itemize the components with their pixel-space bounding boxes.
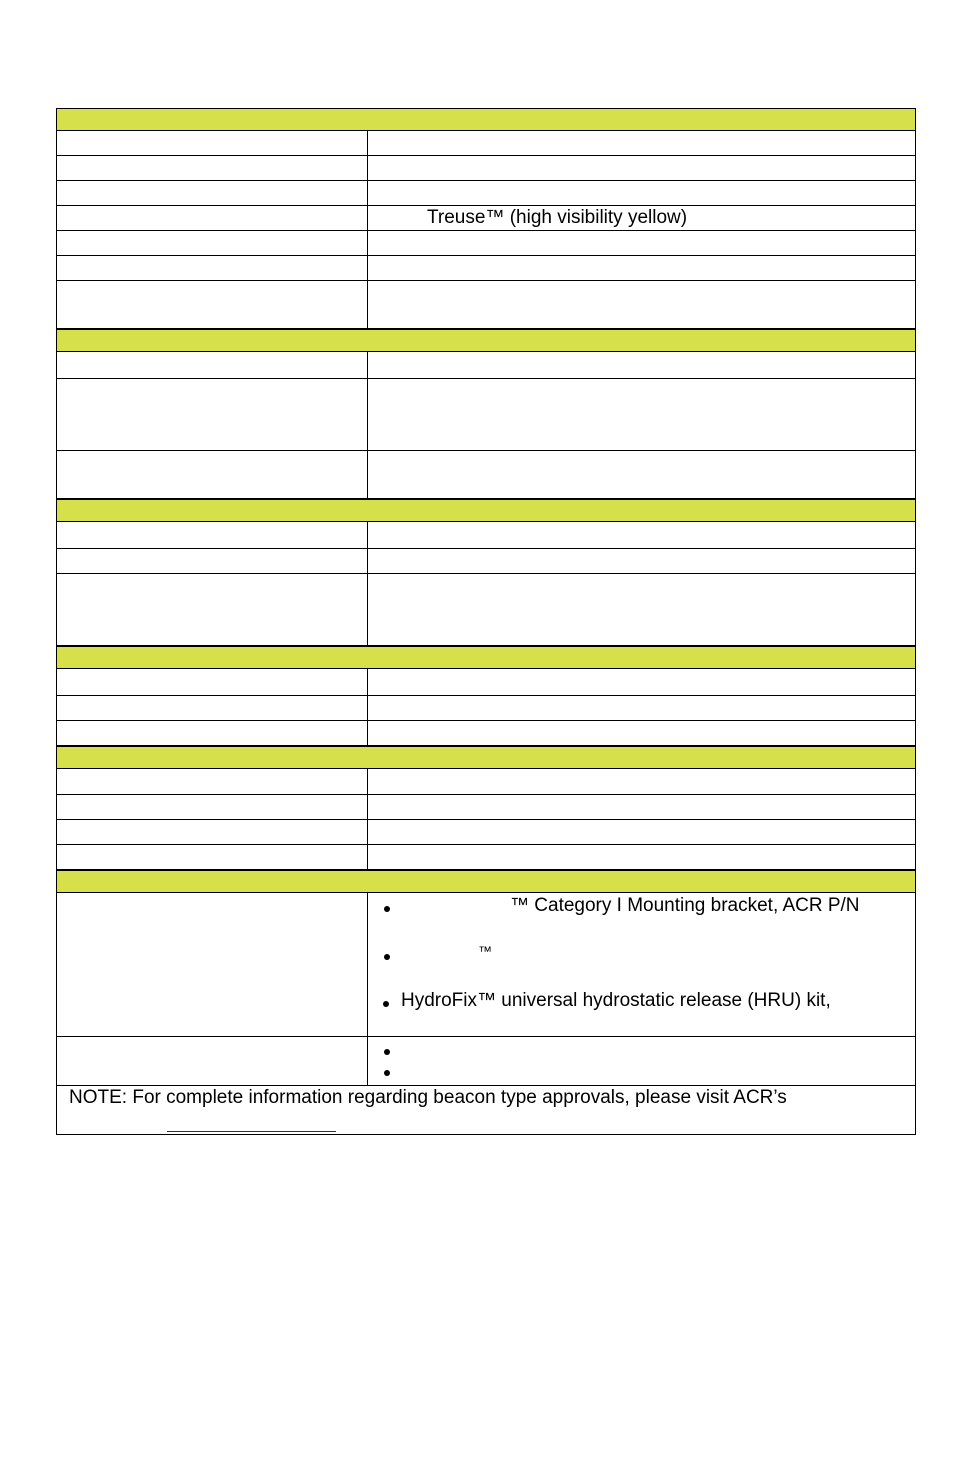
row-label-cell xyxy=(57,281,368,328)
bullet-icon xyxy=(384,1049,390,1055)
section-header xyxy=(56,870,916,893)
table-row xyxy=(56,696,916,721)
table-row xyxy=(56,820,916,845)
row-value-cell xyxy=(368,820,915,844)
row-label-cell xyxy=(57,769,368,794)
row-value-cell xyxy=(368,845,915,869)
row-value-cell xyxy=(368,256,915,280)
table-row xyxy=(56,379,916,451)
row-label-cell xyxy=(57,1037,368,1085)
row-value-cell xyxy=(368,131,915,155)
row-value-cell xyxy=(368,795,915,819)
row-label-cell xyxy=(57,206,368,230)
table-row xyxy=(56,206,916,231)
bullet-icon xyxy=(384,906,390,912)
row-label-cell xyxy=(57,451,368,498)
table-row xyxy=(56,451,916,499)
bracket-item: ™ Category I Mounting bracket, ACR P/N xyxy=(510,895,860,916)
table-row xyxy=(56,522,916,549)
table-row xyxy=(56,1037,916,1086)
table-row xyxy=(56,721,916,746)
row-label-cell xyxy=(57,549,368,573)
row-label-cell xyxy=(57,379,368,450)
row-value-cell xyxy=(368,156,915,180)
table-row xyxy=(56,769,916,795)
row-value-cell xyxy=(368,206,915,230)
table-row xyxy=(56,574,916,646)
row-label-cell xyxy=(57,231,368,255)
table-row xyxy=(56,156,916,181)
bullet-icon xyxy=(384,954,390,960)
row-value-cell xyxy=(368,379,915,450)
row-label-cell xyxy=(57,574,368,645)
bracket2-item: ™ xyxy=(478,943,492,959)
section-header xyxy=(56,499,916,522)
table-row xyxy=(56,549,916,574)
row-value-cell xyxy=(368,721,915,745)
row-label-cell xyxy=(57,721,368,745)
row-label-cell xyxy=(57,696,368,720)
table-row xyxy=(56,231,916,256)
row-value-cell xyxy=(368,696,915,720)
row-label-cell xyxy=(57,256,368,280)
section-header xyxy=(56,329,916,352)
row-value-cell xyxy=(368,352,915,378)
table-row xyxy=(56,352,916,379)
row-label-cell xyxy=(57,522,368,548)
row-label-cell xyxy=(57,156,368,180)
row-label-cell xyxy=(57,669,368,695)
row-value-cell xyxy=(368,549,915,573)
table-row xyxy=(56,669,916,696)
row-label-cell xyxy=(57,352,368,378)
bullet-icon xyxy=(383,1001,389,1007)
row-value-cell xyxy=(368,574,915,645)
table-row xyxy=(56,181,916,206)
row-value-cell xyxy=(368,893,915,1036)
bullet-icon xyxy=(384,1070,390,1076)
table-row xyxy=(56,256,916,281)
row-value-cell xyxy=(368,769,915,794)
row-value-cell xyxy=(368,522,915,548)
row-value-cell xyxy=(368,181,915,205)
table-row xyxy=(56,893,916,1037)
hydrofix-item: HydroFix™ universal hydrostatic release (HRU) kit, xyxy=(401,990,831,1011)
row-value-cell xyxy=(368,669,915,695)
row-value-cell xyxy=(368,1037,915,1085)
section-header xyxy=(56,746,916,769)
row-value-cell xyxy=(368,281,915,328)
table-row xyxy=(56,281,916,329)
color-value: Treuse™ (high visibility yellow) xyxy=(427,207,688,228)
note-row xyxy=(56,1086,916,1135)
table-row xyxy=(56,795,916,820)
row-label-cell xyxy=(57,795,368,819)
table-row xyxy=(56,131,916,156)
row-label-cell xyxy=(57,181,368,205)
row-value-cell xyxy=(368,231,915,255)
note-text: NOTE: For complete information regarding beacon type approvals, please visit ACR’s xyxy=(69,1087,787,1108)
section-header xyxy=(56,646,916,669)
section-header xyxy=(56,108,916,131)
row-label-cell xyxy=(57,845,368,869)
row-label-cell xyxy=(57,820,368,844)
row-value-cell xyxy=(368,451,915,498)
row-label-cell xyxy=(57,131,368,155)
row-label-cell xyxy=(57,893,368,1036)
website-link[interactable] xyxy=(167,1131,336,1132)
table-row xyxy=(56,845,916,870)
